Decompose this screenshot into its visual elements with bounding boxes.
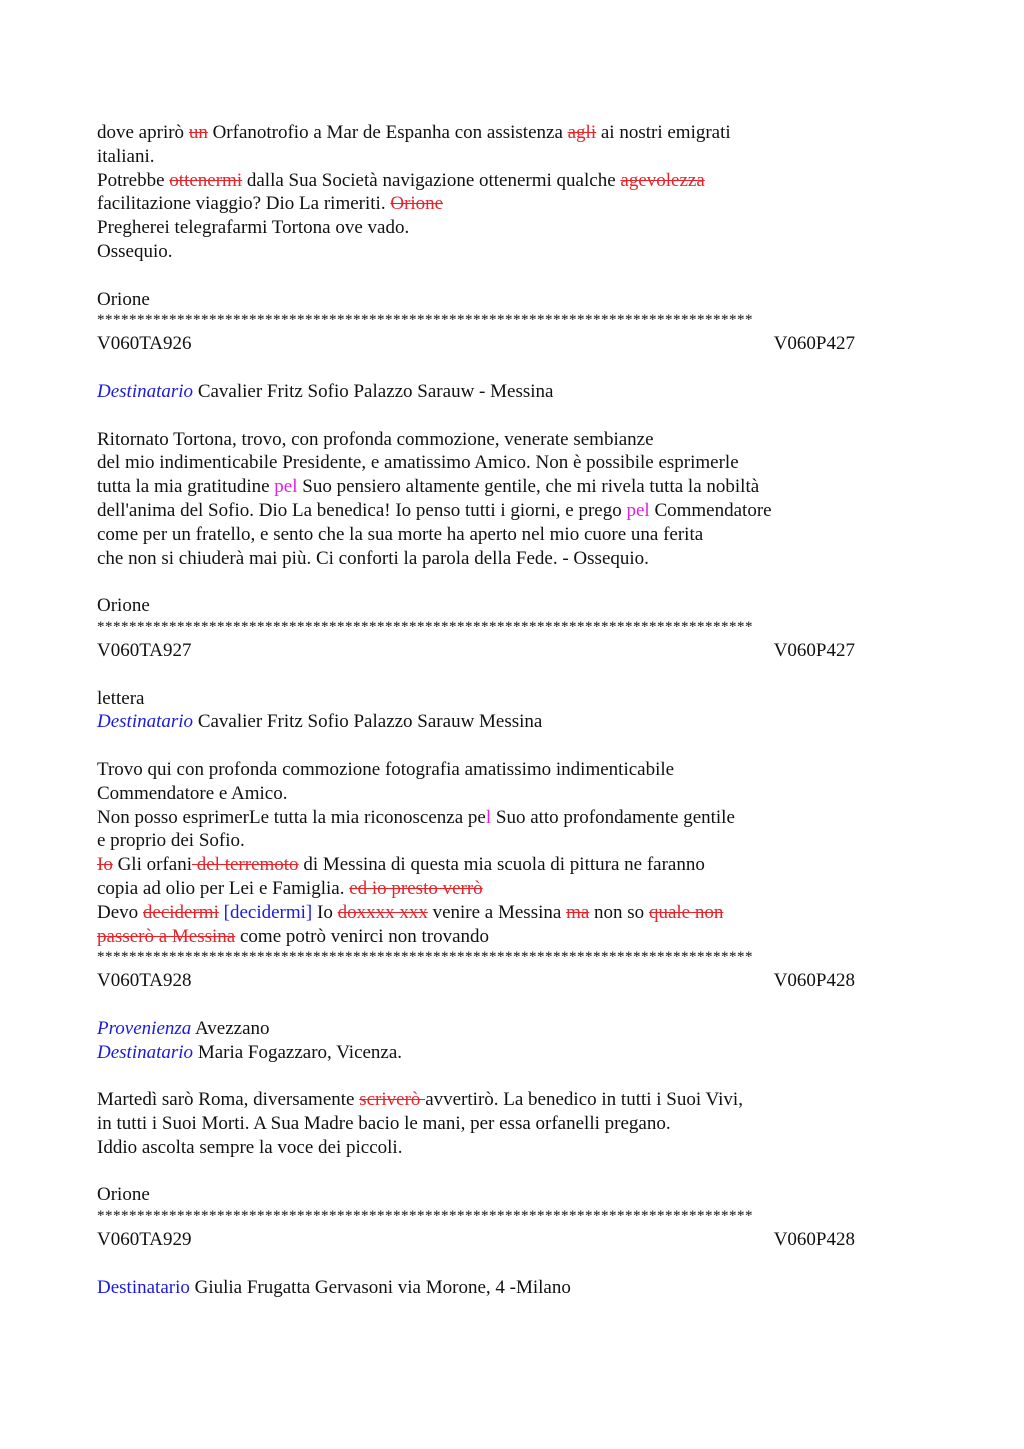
inserted-text: l	[485, 806, 492, 828]
deleted-text: ed io presto verrò	[349, 877, 483, 899]
text-line: Non posso esprimerLe tutta la mia riconoscenza pel Suo atto profondamente gentile	[97, 806, 735, 828]
text-line: Potrebbe ottenermi dalla Sua Società navigazione ottenermi qualche agevolezza	[97, 169, 705, 191]
text-line: Martedì sarò Roma, diversamente scriverò avvertirò. La benedico in tutti i Suoi Vivi,	[97, 1089, 743, 1111]
record-header	[97, 1228, 855, 1252]
record-id: V060TA928	[97, 970, 192, 992]
page-ref: V060P428	[773, 1229, 855, 1251]
deleted-text: ma	[566, 901, 590, 923]
recipient-line: Destinatario Cavalier Fritz Sofio Palazzo Sarauw Messina	[97, 711, 543, 733]
separator: **********************************************************************************	[97, 619, 753, 635]
record-id: V060TA927	[97, 639, 192, 661]
inserted-text: pel	[274, 476, 298, 498]
signature: Orione	[97, 1184, 150, 1206]
text-line: del mio indimenticabile Presidente, e amatissimo Amico. Non è possibile esprimerle	[97, 452, 739, 474]
deleted-text: del terremoto	[191, 854, 299, 876]
text-line: e proprio dei Sofio.	[97, 830, 245, 852]
record-id: V060TA926	[97, 333, 192, 355]
page-ref: V060P427	[773, 639, 855, 661]
text-line: che non si chiuderà mai più. Ci conforti la parola della Fede. - Ossequio.	[97, 547, 649, 569]
text-line: Ossequio.	[97, 240, 173, 262]
text-line: in tutti i Suoi Morti. A Sua Madre bacio le mani, per essa orfanelli pregano.	[97, 1113, 671, 1135]
deleted-text: agevolezza	[620, 169, 705, 191]
text-line: passerò a Messina come potrò venirci non trovando	[97, 925, 490, 947]
text-line: Commendatore e Amico.	[97, 782, 288, 804]
deleted-text: Orione	[390, 193, 444, 215]
inserted-text: pel	[626, 499, 650, 521]
recipient-label: Destinatario	[97, 1041, 194, 1063]
record-header	[97, 969, 855, 993]
recipient-line: Destinatario Maria Fogazzaro, Vicenza.	[97, 1041, 403, 1063]
deleted-text: ottenermi	[169, 169, 243, 191]
text-line: italiani.	[97, 145, 155, 167]
recipient-label: Destinatario	[97, 1276, 190, 1298]
record-header	[97, 332, 855, 356]
editorial-insertion: [decidermi]	[223, 901, 313, 923]
text-line: facilitazione viaggio? Dio La rimeriti. Orione	[97, 193, 444, 215]
recipient-label: Destinatario	[97, 711, 194, 733]
separator: **********************************************************************************	[97, 950, 753, 966]
separator: **********************************************************************************	[97, 1209, 753, 1225]
deleted-text: Io	[97, 854, 113, 876]
text-line: Ritornato Tortona, trovo, con profonda commozione, venerate sembianze	[97, 428, 654, 450]
recipient-label: Destinatario	[97, 380, 194, 402]
text-line: Devo decidermi [decidermi] Io doxxxx xxx venire a Messina ma non so quale non	[97, 901, 724, 923]
deleted-text: passerò a Messina	[97, 925, 236, 947]
deleted-text: quale non	[648, 901, 724, 923]
deleted-text: decidermi	[142, 901, 219, 923]
text-line: Iddio ascolta sempre la voce dei piccoli.	[97, 1136, 403, 1158]
text-line: Trovo qui con profonda commozione fotografia amatissimo indimenticabile	[97, 758, 675, 780]
deleted-text: agli	[567, 122, 597, 143]
text-line: tutta la mia gratitudine pel Suo pensiero altamente gentile, che mi rivela tutta la nobiltà	[97, 476, 760, 498]
deleted-text: doxxxx xxx	[337, 901, 428, 923]
text-line: dell'anima del Sofio. Dio La benedica! Io penso tutti i giorni, e prego pel Commendatore	[97, 499, 772, 521]
text-line: come per un fratello, e sento che la sua morte ha aperto nel mio cuore una ferita	[97, 523, 704, 545]
recipient-line: Destinatario Cavalier Fritz Sofio Palazzo Sarauw - Messina	[97, 380, 554, 402]
document-type: lettera	[97, 687, 145, 709]
text-line: Pregherei telegrafarmi Tortona ove vado.	[97, 217, 410, 239]
document-page	[97, 121, 927, 1300]
origin-line: Provenienza Avezzano	[97, 1017, 270, 1039]
origin-label: Provenienza	[97, 1017, 192, 1039]
text-line: Io Gli orfani del terremoto di Messina di questa mia scuola di pittura ne faranno	[97, 854, 705, 876]
signature: Orione	[97, 595, 150, 617]
record-header	[97, 639, 855, 663]
page-ref: V060P427	[773, 333, 855, 355]
deleted-text: scriverò	[359, 1089, 426, 1111]
text-line: dove aprirò un Orfanotrofio a Mar de Espanha con assistenza agli ai nostri emigrati	[97, 122, 731, 143]
deleted-text: un	[188, 122, 208, 143]
record-id: V060TA929	[97, 1229, 192, 1251]
recipient-line: Destinatario Giulia Frugatta Gervasoni via Morone, 4 -Milano	[97, 1276, 571, 1298]
separator: **********************************************************************************	[97, 313, 753, 329]
signature: Orione	[97, 288, 150, 310]
page-ref: V060P428	[773, 970, 855, 992]
text-line: copia ad olio per Lei e Famiglia. ed io presto verrò	[97, 877, 483, 899]
